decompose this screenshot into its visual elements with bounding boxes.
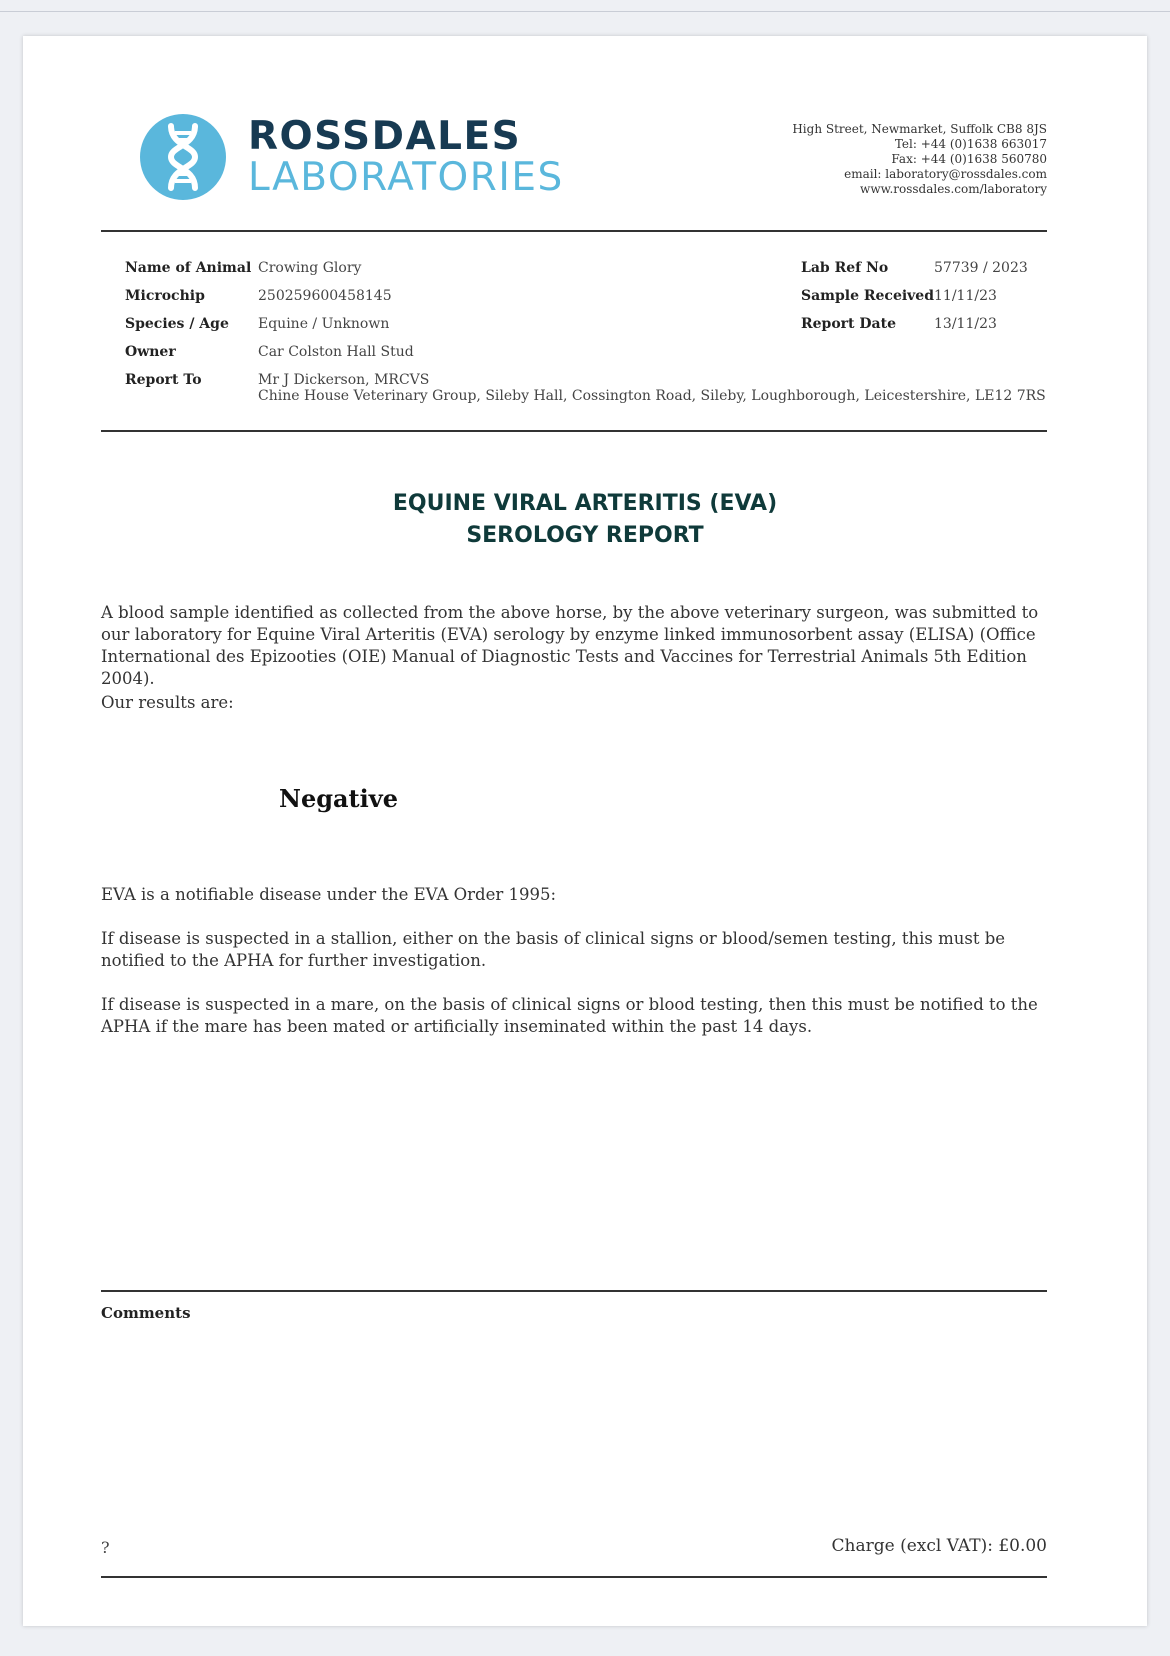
species-age-label: Species / Age: [125, 316, 229, 332]
report-title-line2: SEROLOGY REPORT: [466, 523, 704, 548]
lab-ref-value: 57739 / 2023: [934, 260, 1028, 276]
mare-notice: If disease is suspected in a mare, on the basis of clinical signs or blood testing, then this must be notified to the APHA if the mare has been mated or artificially inseminated within the past 14 days.: [101, 995, 1038, 1036]
result-value: Negative: [279, 784, 398, 813]
species-age-value: Equine / Unknown: [258, 316, 390, 332]
sample-received-label: Sample Received: [801, 288, 935, 304]
footer-divider: [101, 1576, 1047, 1578]
report-to-vet: Mr J Dickerson, MRCVS: [258, 372, 430, 388]
report-date-label: Report Date: [801, 316, 896, 332]
report-to-value: [258, 372, 1046, 404]
comments-divider: [101, 1290, 1047, 1292]
intro-paragraph: A blood sample identified as collected from the above horse, by the above veterinary surgeon, was submitted to our laboratory for Equine Viral Arteritis (EVA) serology by enzyme linked immunosorbent assay (ELISA) (Office International des Epizooties (OIE) Manual of Diagnostic Tests and Vaccines for Terrestrial Animals 5th Edition 2004).: [101, 603, 1039, 688]
owner-label: Owner: [125, 344, 176, 360]
report-to-label: Report To: [125, 372, 202, 388]
comments-label: Comments: [101, 1304, 191, 1322]
name-of-animal-label: Name of Animal: [125, 260, 252, 276]
charge-line: Charge (excl VAT): £0.00: [831, 1536, 1047, 1556]
microchip-value: 250259600458145: [258, 288, 392, 304]
report-page: [23, 36, 1147, 1626]
lab-address: High Street, Newmarket, Suffolk CB8 8JS: [792, 122, 1047, 136]
footer-question-mark: ?: [101, 1538, 110, 1557]
sample-received-value: 11/11/23: [934, 288, 997, 304]
notifiable-statement: EVA is a notifiable disease under the EVA Order 1995:: [101, 885, 557, 904]
results-intro: Our results are:: [101, 693, 234, 712]
report-to-address: Chine House Veterinary Group, Sileby Hall, Cossington Road, Sileby, Loughborough, Leicestershire, LE12 7RS: [258, 388, 1046, 404]
report-date-value: 13/11/23: [934, 316, 997, 332]
viewer-top-border: [0, 11, 1170, 12]
lab-contact-block: [747, 122, 1047, 197]
stallion-notice: If disease is suspected in a stallion, either on the basis of clinical signs or blood/semen testing, this must be notified to the APHA for further investigation.: [101, 929, 1006, 970]
lab-email: email: laboratory@rossdales.com: [844, 167, 1047, 181]
details-divider: [101, 430, 1047, 432]
header-divider: [101, 230, 1047, 232]
lab-fax: Fax: +44 (0)1638 560780: [891, 152, 1047, 166]
name-of-animal-value: Crowing Glory: [258, 260, 362, 276]
owner-value: Car Colston Hall Stud: [258, 344, 414, 360]
lab-telephone: Tel: +44 (0)1638 663017: [894, 137, 1047, 151]
lab-ref-label: Lab Ref No: [801, 260, 889, 276]
brand-name-line2: LABORATORIES: [248, 155, 564, 200]
lab-website: www.rossdales.com/laboratory: [860, 182, 1047, 196]
report-title-line1: EQUINE VIRAL ARTERITIS (EVA): [392, 491, 778, 516]
dna-helix-icon: [140, 114, 226, 200]
brand-name-line1: ROSSDALES: [248, 114, 522, 159]
microchip-label: Microchip: [125, 288, 205, 304]
